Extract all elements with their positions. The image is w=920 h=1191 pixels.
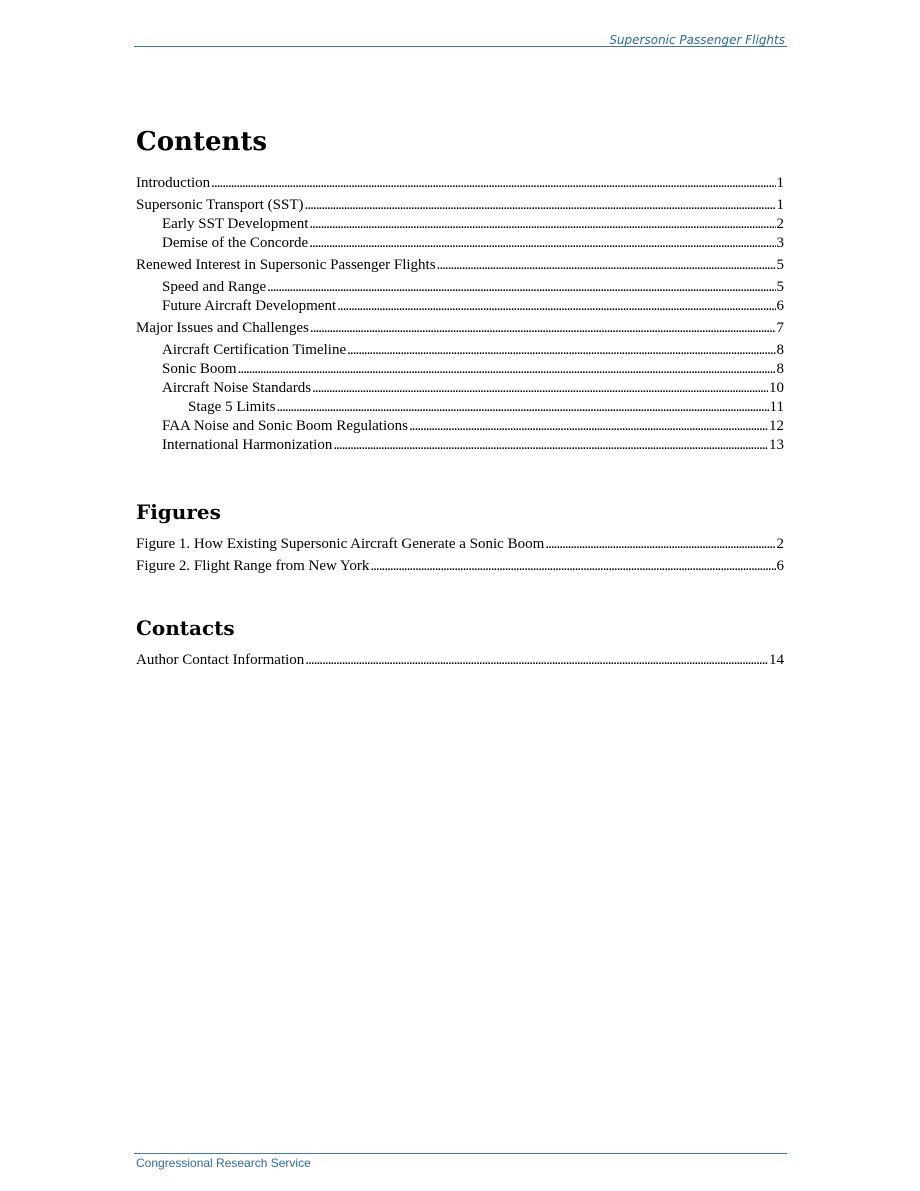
toc-entry[interactable]: [136, 379, 784, 398]
toc-entry-label: Stage 5 Limits: [188, 399, 276, 415]
running-title: Supersonic Passenger Flights: [609, 33, 785, 47]
toc-entry[interactable]: [136, 256, 784, 275]
toc-entry[interactable]: [136, 234, 784, 253]
toc-entry[interactable]: [136, 215, 784, 234]
toc-leader-dots: [267, 278, 775, 297]
toc-entry-label: Aircraft Certification Timeline: [162, 342, 347, 358]
toc-entry[interactable]: [136, 297, 784, 316]
toc-leader-dots: [305, 651, 768, 670]
footer-organization: Congressional Research Service: [136, 1156, 311, 1170]
figures-toc: [136, 535, 784, 576]
toc-leader-dots: [310, 319, 776, 338]
toc-entry[interactable]: [136, 436, 784, 455]
toc-entry[interactable]: [136, 360, 784, 379]
toc-leader-dots: [309, 215, 775, 234]
toc-entry[interactable]: [136, 341, 784, 360]
toc-leader-dots: [211, 174, 775, 193]
toc-leader-dots: [437, 256, 776, 275]
toc-entry-label: Demise of the Concorde: [162, 235, 309, 251]
toc-entry-label: Renewed Interest in Supersonic Passenger Flights: [136, 257, 436, 273]
toc-leader-dots: [545, 535, 775, 554]
toc-leader-dots: [309, 234, 775, 253]
toc-entry-page: 11: [769, 399, 784, 415]
contacts-toc: [136, 651, 784, 670]
contents-toc: [136, 174, 784, 455]
toc-entry-page: 3: [776, 235, 784, 251]
toc-entry-page: 7: [776, 320, 784, 336]
toc-entry-label: Aircraft Noise Standards: [162, 380, 312, 396]
toc-entry-label: Early SST Development: [162, 216, 309, 232]
toc-entry[interactable]: [136, 651, 784, 670]
toc-entry-page: 12: [769, 418, 784, 434]
toc-entry-label: Figure 2. Flight Range from New York: [136, 558, 370, 574]
toc-entry[interactable]: [136, 196, 784, 215]
toc-entry[interactable]: [136, 278, 784, 297]
toc-entry[interactable]: [136, 557, 784, 576]
toc-entry-page: 10: [769, 380, 784, 396]
toc-entry-page: 1: [776, 197, 784, 213]
toc-entry-label: Supersonic Transport (SST): [136, 197, 304, 213]
toc-entry-label: Sonic Boom: [162, 361, 237, 377]
toc-entry[interactable]: [136, 417, 784, 436]
toc-entry-label: Major Issues and Challenges: [136, 320, 309, 336]
toc-entry-page: 5: [776, 279, 784, 295]
toc-leader-dots: [370, 557, 775, 576]
toc-entry-page: 8: [776, 361, 784, 377]
toc-leader-dots: [277, 398, 769, 417]
toc-entry-page: 14: [769, 652, 784, 668]
toc-entry[interactable]: [136, 535, 784, 554]
toc-leader-dots: [305, 196, 776, 215]
toc-leader-dots: [409, 417, 768, 436]
toc-leader-dots: [312, 379, 768, 398]
toc-entry[interactable]: [136, 174, 784, 193]
toc-entry-page: 2: [776, 216, 784, 232]
footer-rule: [134, 1153, 787, 1154]
toc-leader-dots: [333, 436, 768, 455]
toc-entry-label: Speed and Range: [162, 279, 267, 295]
toc-entry-label: Future Aircraft Development: [162, 298, 337, 314]
toc-entry-label: FAA Noise and Sonic Boom Regulations: [162, 418, 408, 434]
toc-leader-dots: [238, 360, 776, 379]
toc-entry[interactable]: [136, 319, 784, 338]
toc-entry-label: Introduction: [136, 175, 211, 191]
toc-entry-page: 6: [776, 558, 784, 574]
toc-entry[interactable]: [136, 398, 784, 417]
toc-entry-page: 5: [776, 257, 784, 273]
toc-entry-page: 2: [776, 536, 784, 552]
contents-heading: Contents: [136, 127, 268, 157]
toc-entry-label: International Harmonization: [162, 437, 333, 453]
figures-heading: Figures: [136, 500, 221, 524]
toc-entry-label: Author Contact Information: [136, 652, 305, 668]
contacts-heading: Contacts: [136, 616, 235, 640]
toc-entry-page: 13: [769, 437, 784, 453]
toc-leader-dots: [347, 341, 775, 360]
toc-entry-page: 8: [776, 342, 784, 358]
toc-leader-dots: [337, 297, 775, 316]
toc-entry-page: 1: [776, 175, 784, 191]
toc-entry-page: 6: [776, 298, 784, 314]
toc-entry-label: Figure 1. How Existing Supersonic Aircraft Generate a Sonic Boom: [136, 536, 545, 552]
